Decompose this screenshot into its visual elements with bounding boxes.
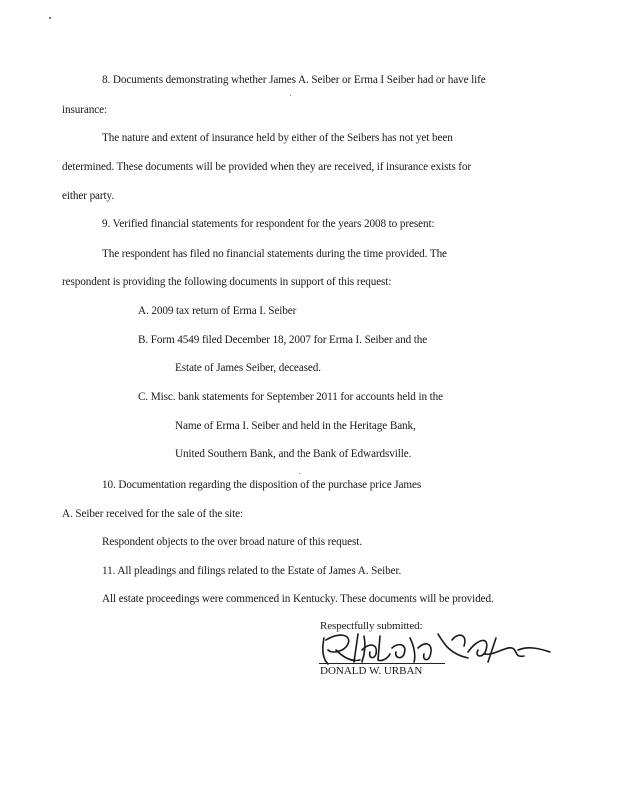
item9-response-line1: The respondent has filed no financial statements during the time provided. The — [102, 248, 447, 260]
item11-heading: 11. All pleadings and filings related to the Estate of James A. Seiber. — [102, 565, 402, 577]
list-item-c-line3: United Southern Bank, and the Bank of Edwardsville. — [175, 448, 412, 460]
scan-speck — [290, 95, 291, 96]
list-item-b-line1: B. Form 4549 filed December 18, 2007 for Erma I. Seiber and the — [138, 334, 428, 346]
list-item-a: A. 2009 tax return of Erma I. Seiber — [138, 305, 297, 317]
item10-response: Respondent objects to the over broad nature of this request. — [102, 536, 362, 548]
item10-heading-line1: 10. Documentation regarding the disposition of the purchase price James — [102, 479, 422, 491]
item8-response-line3: either party. — [62, 190, 115, 202]
item11-response: All estate proceedings were commenced in Kentucky. These documents will be provided. — [102, 593, 494, 605]
item8-heading-line2: insurance: — [62, 104, 107, 116]
item10-heading-line2: A. Seiber received for the sale of the site: — [62, 508, 244, 520]
signature-label: Respectfully submitted: — [320, 620, 423, 632]
item8-response-line2: determined. These documents will be provided when they are received, if insurance exists for — [62, 161, 472, 173]
signatory-name: DONALD W. URBAN — [320, 665, 423, 677]
scan-speck — [49, 17, 51, 19]
list-item-c-line2: Name of Erma I. Seiber and held in the Heritage Bank, — [175, 420, 416, 432]
item8-heading-line1: 8. Documents demonstrating whether James A. Seiber or Erma I Seiber had or have life — [102, 74, 486, 86]
scan-speck — [299, 473, 300, 474]
handwritten-signature — [318, 628, 554, 668]
item9-response-line2: respondent is providing the following documents in support of this request: — [62, 276, 392, 288]
item8-response-line1: The nature and extent of insurance held by either of the Seibers has not yet been — [102, 132, 453, 144]
list-item-b-line2: Estate of James Seiber, deceased. — [175, 362, 321, 374]
item9-heading: 9. Verified financial statements for respondent for the years 2008 to present: — [102, 218, 435, 230]
list-item-c-line1: C. Misc. bank statements for September 2011 for accounts held in the — [138, 391, 444, 403]
